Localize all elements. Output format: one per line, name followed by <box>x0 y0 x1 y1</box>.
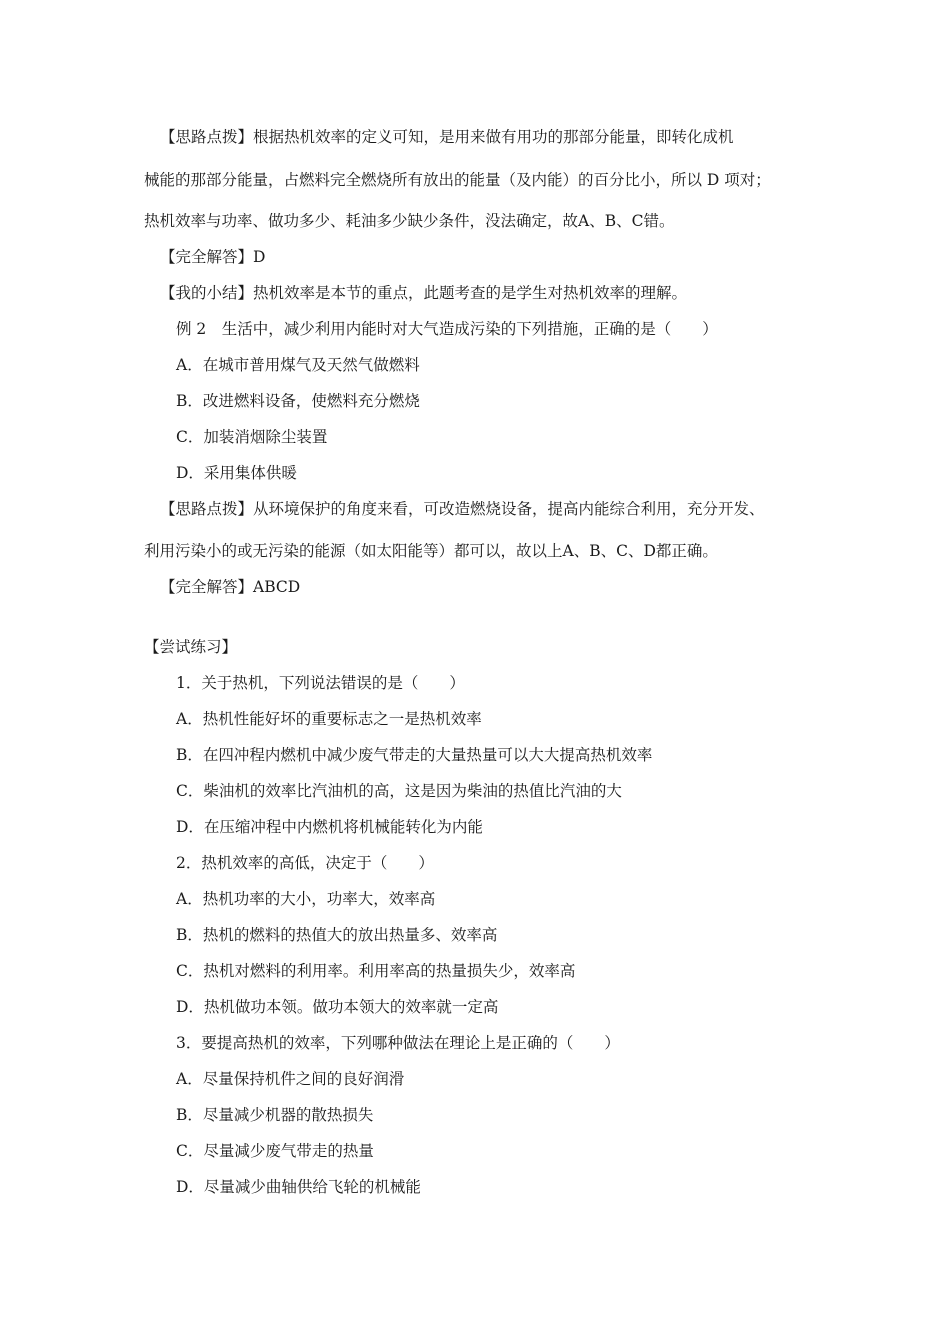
q1-option-c: C．柴油机的效率比汽油机的高，这是因为柴油的热值比汽油的大 <box>176 782 622 800</box>
example2-option-d: D．采用集体供暖 <box>176 464 297 482</box>
q1-stem: 1．关于热机，下列说法错误的是（ ） <box>176 674 465 692</box>
example2-option-b: B．改进燃料设备，使燃料充分燃烧 <box>176 392 420 410</box>
q2-option-c: C．热机对燃料的利用率。利用率高的热量损失少，效率高 <box>176 962 576 980</box>
q2-option-b: B．热机的燃料的热值大的放出热量多、效率高 <box>176 926 498 944</box>
example1-summary: 【我的小结】热机效率是本节的重点，此题考查的是学生对热机效率的理解。 <box>160 284 688 302</box>
q2-stem: 2．热机效率的高低，决定于（ ） <box>176 854 434 872</box>
example1-hint-line1: 【思路点拨】根据热机效率的定义可知，是用来做有用功的那部分能量，即转化成机 <box>160 128 734 146</box>
example2-hint-line2: 利用污染小的或无污染的能源（如太阳能等）都可以，故以上A、B、C、D都正确。 <box>144 542 718 560</box>
example1-hint-line3: 热机效率与功率、做功多少、耗油多少缺少条件，没法确定，故A、B、C错。 <box>144 212 675 230</box>
q1-option-b: B．在四冲程内燃机中减少废气带走的大量热量可以大大提高热机效率 <box>176 746 653 764</box>
example2-hint-line1: 【思路点拨】从环境保护的角度来看，可改造燃烧设备，提高内能综合利用，充分开发、 <box>160 500 765 518</box>
example2-option-a: A．在城市普用煤气及天然气做燃料 <box>176 356 420 374</box>
example2-answer: 【完全解答】ABCD <box>160 578 301 596</box>
q3-option-d: D．尽量减少曲轴供给飞轮的机械能 <box>176 1178 421 1196</box>
q3-stem: 3．要提高热机的效率，下列哪种做法在理论上是正确的（ ） <box>176 1034 620 1052</box>
practice-heading: 【尝试练习】 <box>144 638 238 656</box>
q3-option-b: B．尽量减少机器的散热损失 <box>176 1106 374 1124</box>
example2-option-c: C．加装消烟除尘装置 <box>176 428 328 446</box>
q1-option-a: A．热机性能好坏的重要标志之一是热机效率 <box>176 710 482 728</box>
example1-hint-line2: 械能的那部分能量，占燃料完全燃烧所有放出的能量（及内能）的百分比小，所以 D 项对； <box>144 171 771 189</box>
q3-option-c: C．尽量减少废气带走的热量 <box>176 1142 374 1160</box>
q2-option-d: D．热机做功本领。做功本领大的效率就一定高 <box>176 998 499 1016</box>
example1-answer: 【完全解答】D <box>160 248 266 266</box>
q1-option-d: D．在压缩冲程中内燃机将机械能转化为内能 <box>176 818 483 836</box>
q3-option-a: A．尽量保持机件之间的良好润滑 <box>176 1070 405 1088</box>
q2-option-a: A．热机功率的大小，功率大，效率高 <box>176 890 436 908</box>
example2-question: 例 2 生活中，减少利用内能时对大气造成污染的下列措施，正确的是（ ） <box>176 320 718 338</box>
